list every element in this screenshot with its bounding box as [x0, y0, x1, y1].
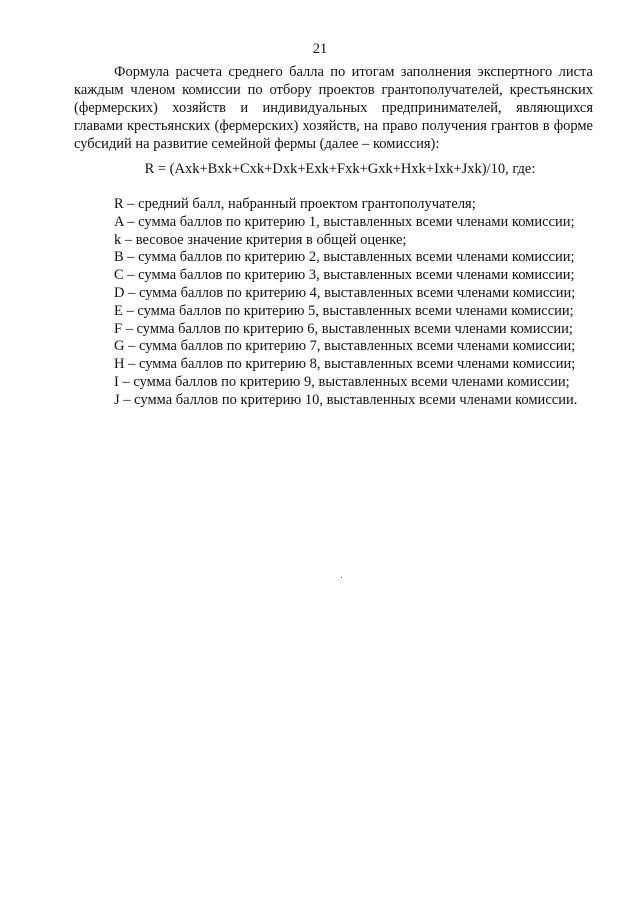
intro-line: субсидий на развитие семейной фермы (далее – комиссия):: [74, 136, 440, 152]
definition-item: J – сумма баллов по критерию 10, выставленных всеми членами комиссии.: [114, 391, 578, 408]
intro-line: Формула расчета среднего балла по итогам заполнения экспертного листа: [114, 64, 593, 80]
definitions-list: [114, 196, 614, 410]
definition-item: B – сумма баллов по критерию 2, выставленных всеми членами комиссии;: [114, 249, 575, 266]
definition-item: I – сумма баллов по критерию 9, выставленных всеми членами комиссии;: [114, 373, 570, 390]
definition-item: k – весовое значение критерия в общей оценке;: [114, 231, 407, 248]
intro-line: (фермерских) хозяйств и индивидуальных предпринимателей, являющихся: [74, 100, 593, 116]
page-number: 21: [312, 41, 328, 57]
definition-item: D – сумма баллов по критерию 4, выставленных всеми членами комиссии;: [114, 284, 576, 301]
formula: R = (Axk+Bxk+Cxk+Dxk+Exk+Fxk+Gxk+Hxk+Ixk+Jxk)/10, где:: [144, 161, 536, 177]
definition-item: R – средний балл, набранный проектом грантополучателя;: [114, 196, 476, 212]
definition-item: A – сумма баллов по критерию 1, выставленных всеми членами комиссии;: [114, 213, 575, 230]
definition-item: C – сумма баллов по критерию 3, выставленных всеми членами комиссии;: [114, 267, 575, 284]
intro-line: каждым членом комиссии по отбору проектов грантополучателей, крестьянских: [74, 82, 593, 98]
intro-line: главами крестьянских (фермерских) хозяйств, на право получения грантов в форме: [74, 118, 593, 134]
scan-speck: [341, 577, 342, 578]
definition-item: E – сумма баллов по критерию 5, выставленных всеми членами комиссии;: [114, 302, 574, 319]
definition-item: F – сумма баллов по критерию 6, выставленных всеми членами комиссии;: [114, 320, 573, 337]
definition-item: H – сумма баллов по критерию 8, выставленных всеми членами комиссии;: [114, 356, 576, 373]
intro-paragraph: [74, 63, 593, 153]
definition-item: G – сумма баллов по критерию 7, выставленных всеми членами комиссии;: [114, 338, 576, 355]
